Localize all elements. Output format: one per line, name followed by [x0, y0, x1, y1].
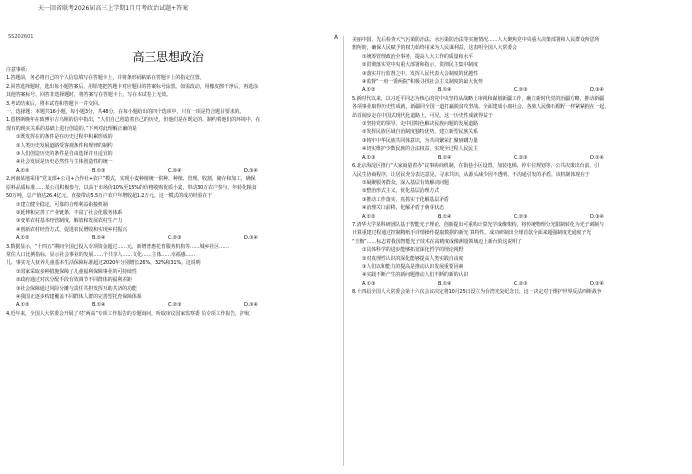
question-7-answers: [352, 280, 676, 288]
question-7-stem: 7.清华大学某科研团队基于智能光子理论，创新提出可重构计算光学成像架构，将传统物理分光限制转化为光子调制与: [352, 221, 604, 228]
question-4-option: ③落实并行监督之中，发挥人民代表大会制度的优越性: [362, 70, 478, 77]
answer-choice: C.②③: [514, 213, 528, 220]
answer-choice: C.②③: [514, 87, 528, 94]
answer-choice: C.②③: [168, 235, 182, 242]
question-2-answers: [6, 234, 330, 242]
answer-choice: A.①③: [362, 154, 376, 161]
question-5-stem: 各项事业取得历史性成就，新疆同全国一道打赢脱贫攻坚战、全面建成小康社会，各族人民像石榴籽一样紧紧抱在一起，: [352, 104, 610, 111]
page-header-line: 天一回省联考2026届高三上学期1月月考政治试题+答案: [38, 5, 189, 12]
answer-choice: B.①④: [438, 213, 452, 220]
answer-choice: D.③④: [590, 87, 604, 94]
question-2-option: ③变革农村基本经营制度，解放和发展农村生产力: [16, 218, 123, 225]
answer-choice: B.①④: [438, 87, 452, 94]
question-1-option: ④社会发展是历史必然性与主体创造性的统一: [16, 159, 113, 166]
question-4-option: ④监督“一府一委两院”积极寻找社会主义制度的最大优势: [362, 79, 483, 86]
question-7-stem: 计算重建过程通过控制精纸手详情操作提取数据的新光 算特性。成功研制出全球首款全面来超强制度光通度子光: [352, 230, 592, 237]
answer-choice: D.③④: [244, 235, 258, 242]
answer-choice: A.①②: [362, 213, 376, 220]
question-2-option: ①建立健全稳定、可靠的合理利益衔接机制: [16, 201, 108, 208]
question-2-option: ②延伸和完善了产业链条，丰富了社会化服务体系: [16, 209, 123, 216]
answer-choice: C.②③: [514, 154, 528, 161]
question-5-option: ①坚持党的领导，走中国特色解决民族问题的发展道路: [362, 121, 478, 128]
question-1-option: ②人类历史发展道路受客观条件和规律的制约: [16, 142, 113, 149]
question-5-stem: 昂首阔步走在中国式现代化道路上。可见，这一历史性成就得益于: [352, 112, 493, 119]
question-5-stem: 5.新时代以来，以习近平同志为核心的党中央坚持从战略上审视和谋划新疆工作，确立新时代党的治疆方略，推动新疆: [352, 95, 604, 102]
question-1-answers: [6, 167, 330, 175]
left-column: [6, 50, 330, 318]
page-title: 高三思想政治: [132, 50, 204, 64]
question-3-option: ③社会保障通过风险分摊与责任共担发挥互助共济的功能: [16, 285, 137, 292]
question-8-stem: 8.十四届全国人大常委会第十六次会议决定将10月25日设立为台湾光复纪念日，这一决定对于维护世界反法西斯战争: [352, 289, 602, 296]
question-3-stem: 儿、事实无人抚养儿童基本生活保障标准超过2020年分别增长26%、32%和31%。这说明: [6, 260, 201, 267]
question-6-option: ②整治形式主义，优化基层治理方式: [362, 188, 440, 195]
question-1-option: ①既发挥在的条件是在历史过程中积累形成的: [16, 134, 113, 141]
answer-choice: C.②④: [168, 167, 182, 174]
question-6-option: ③推动工作落实，真抓实干化解基层矛盾: [362, 196, 449, 203]
question-7-stem: “玉衡”……标志着我国智能光子技术在高精度成像测量领域迈上新台阶这说明了: [352, 238, 522, 245]
question-6-answers: [352, 213, 676, 221]
question-7-option: ②对真理性认识的深化能够提高人类实践自由度: [362, 255, 464, 262]
question-4-continued: 想所盼，确保人民赋予的权力始终用来为人民谋利益，这表明全国人大常委会: [352, 45, 517, 52]
question-3-answers: [6, 301, 330, 309]
question-4-option: ①统筹管理政治全事务，提高人大工作的质量和水平: [362, 53, 474, 60]
answer-choice: D.③④: [244, 167, 258, 174]
answer-choice: B.①④: [92, 235, 106, 242]
question-3-option: ④我国正逐步构建覆盖不同群体人群的完善型托育保障体系: [16, 293, 142, 300]
answer-choice: A.①②: [16, 235, 30, 242]
column-divider: [343, 36, 344, 466]
question-1-stem: 1.恩格斯晚年在致博尔吉乌斯的信中指出，“人们自己创造着自己的历史，但他们是在既定的、制约着他们的环境中，在: [6, 117, 261, 124]
question-3-stem: 3.数据显示，“十四五”期间全国已投入专项资金超过……元，新增普惠托育服务机构等……城乡社区……: [6, 243, 229, 250]
question-3-option: ②政府通过对次分配手段有效调节不同群体的福利差距: [16, 277, 132, 284]
answer-choice: C.②③: [168, 302, 182, 309]
answer-choice: B.①④: [438, 154, 452, 161]
paper-version-mark: A: [334, 34, 339, 41]
question-1-option: ③人们创造历史的条件是自由选择并且适宜的: [16, 151, 113, 158]
note-line: 2.回答选择题时，选出每小题答案后，用铅笔把答题卡对应题目的答案标号涂黑。如需改动，用橡皮擦干净后，再选涂: [6, 83, 258, 90]
answer-choice: C.②③: [514, 280, 528, 287]
answer-choice: D.③④: [244, 302, 258, 309]
question-2-stem: 原料品质标准……某公司积极参与，以高于市场价10%至15%的价格收购优质小麦，带动30万农户参与，年转化粮食: [6, 184, 257, 191]
answer-choice: D.②④: [590, 154, 604, 161]
question-4-continued: 美丽中国，先后检查大气污染防治法、水污染防治法等实施情况……人大聚焦党中央重大决策部署和人民群众所思所: [352, 37, 600, 43]
answer-choice: D.③④: [590, 213, 604, 220]
question-4-option: ②贯彻落实党中央重大部署和指示，贯彻民主集中制度: [362, 62, 478, 69]
question-5-answers: [352, 154, 676, 162]
question-5-option: ②发挥民族区域自治制度独特优势，建立新型民族关系: [362, 129, 478, 136]
document-code: SS202601: [8, 34, 34, 40]
question-4-stem: 4.近年来，全国人大常委会开展了对“两高”专项工作报告的专题询问，听取审议国家监察委 员专项工作报告，护航: [6, 310, 250, 317]
question-4-answers: [352, 86, 676, 94]
question-7-option: ③人们以和能力的提高是推动认识发展重要因素: [362, 263, 464, 270]
question-7-option: ①具体科学的进步能够拓宽深化哲学的理论视野: [362, 247, 464, 254]
note-line: 1.答题前，务必将自己的个人信息填写在答题卡上，并将条形码粘贴在答题卡上的指定位置。: [6, 75, 205, 82]
right-column: [352, 36, 676, 297]
question-1-stem: 现有的现实关系的基础上进行创造的。”下列对此理解正确的是: [6, 125, 137, 132]
question-6-stem: 6.北京海淀区推行“大家商量着办”议事协商机制，在街巷小区设置，加装电梯、停车位规划等、公共决策出台前，引: [352, 163, 600, 170]
question-3-option: ①国家采取多种措施保障了儿童福利保障事业的可持续性: [16, 268, 137, 275]
answer-choice: B.①③: [92, 167, 106, 174]
question-2-option: ④创新农村经营方式，促进农民增收和实现乡村振兴: [16, 226, 128, 233]
question-6-stem: 入民生协商程序，让居民充分表达意见，寻求共识，从源头减少因不透明、不沟通引发的矛盾。该机制体现在于: [352, 171, 590, 178]
answer-choice: A.①②: [362, 87, 376, 94]
question-2-stem: 50万吨，总产值达26.4亿元，直接带动5.5万户农户年增收超1.2万元。这一模式的成功经验在于: [6, 193, 213, 200]
question-3-stem: 常住人口比例指标，显示社会事业的发展……个共享人……文化……主体……幸福感……: [6, 251, 196, 258]
note-line: 3.考试结束后，将本试卷和答题卡一并交回。: [6, 100, 103, 107]
question-6-option: ④治理关口前移，化解矛盾于萌芽状态: [362, 205, 444, 212]
notes-title: 注意事项：: [6, 67, 31, 73]
answer-choice: B.①④: [92, 302, 106, 309]
answer-choice: A.①②: [16, 302, 30, 309]
question-7-option: ④实践不断产生的新问题推动人们不断的新的认识: [362, 272, 469, 279]
note-line: 其他答案标号。回答非选择题时，将答案写在答题卡上，写在本试卷上无效。: [6, 92, 171, 99]
question-5-option: ④切实维护少数民族的合法权益，实现全过程人民民主: [362, 146, 478, 153]
question-2-stem: 2.河南某地采用“党支部+公司+合作社+农户”模式，实现小麦种植统一供种、种植、管理、收割，储存和加工，确保: [6, 176, 256, 183]
question-6-option: ①凝聚服务群众，深入基层有效解决问题: [362, 179, 449, 186]
question-5-option: ③铸牢中华民族共同体意识，为共同繁荣汇聚磅礴力量: [362, 137, 478, 144]
answer-choice: A.①②: [16, 167, 30, 174]
section-heading: 一、选择题：本题共16小题，每小题3分，共48分。在每小题给出的四个选项中，只有一项是符合题目要求的。: [6, 109, 245, 116]
answer-choice: B.①④: [438, 280, 452, 287]
answer-choice: A.①③: [362, 280, 376, 287]
answer-choice: D.②④: [590, 280, 604, 287]
